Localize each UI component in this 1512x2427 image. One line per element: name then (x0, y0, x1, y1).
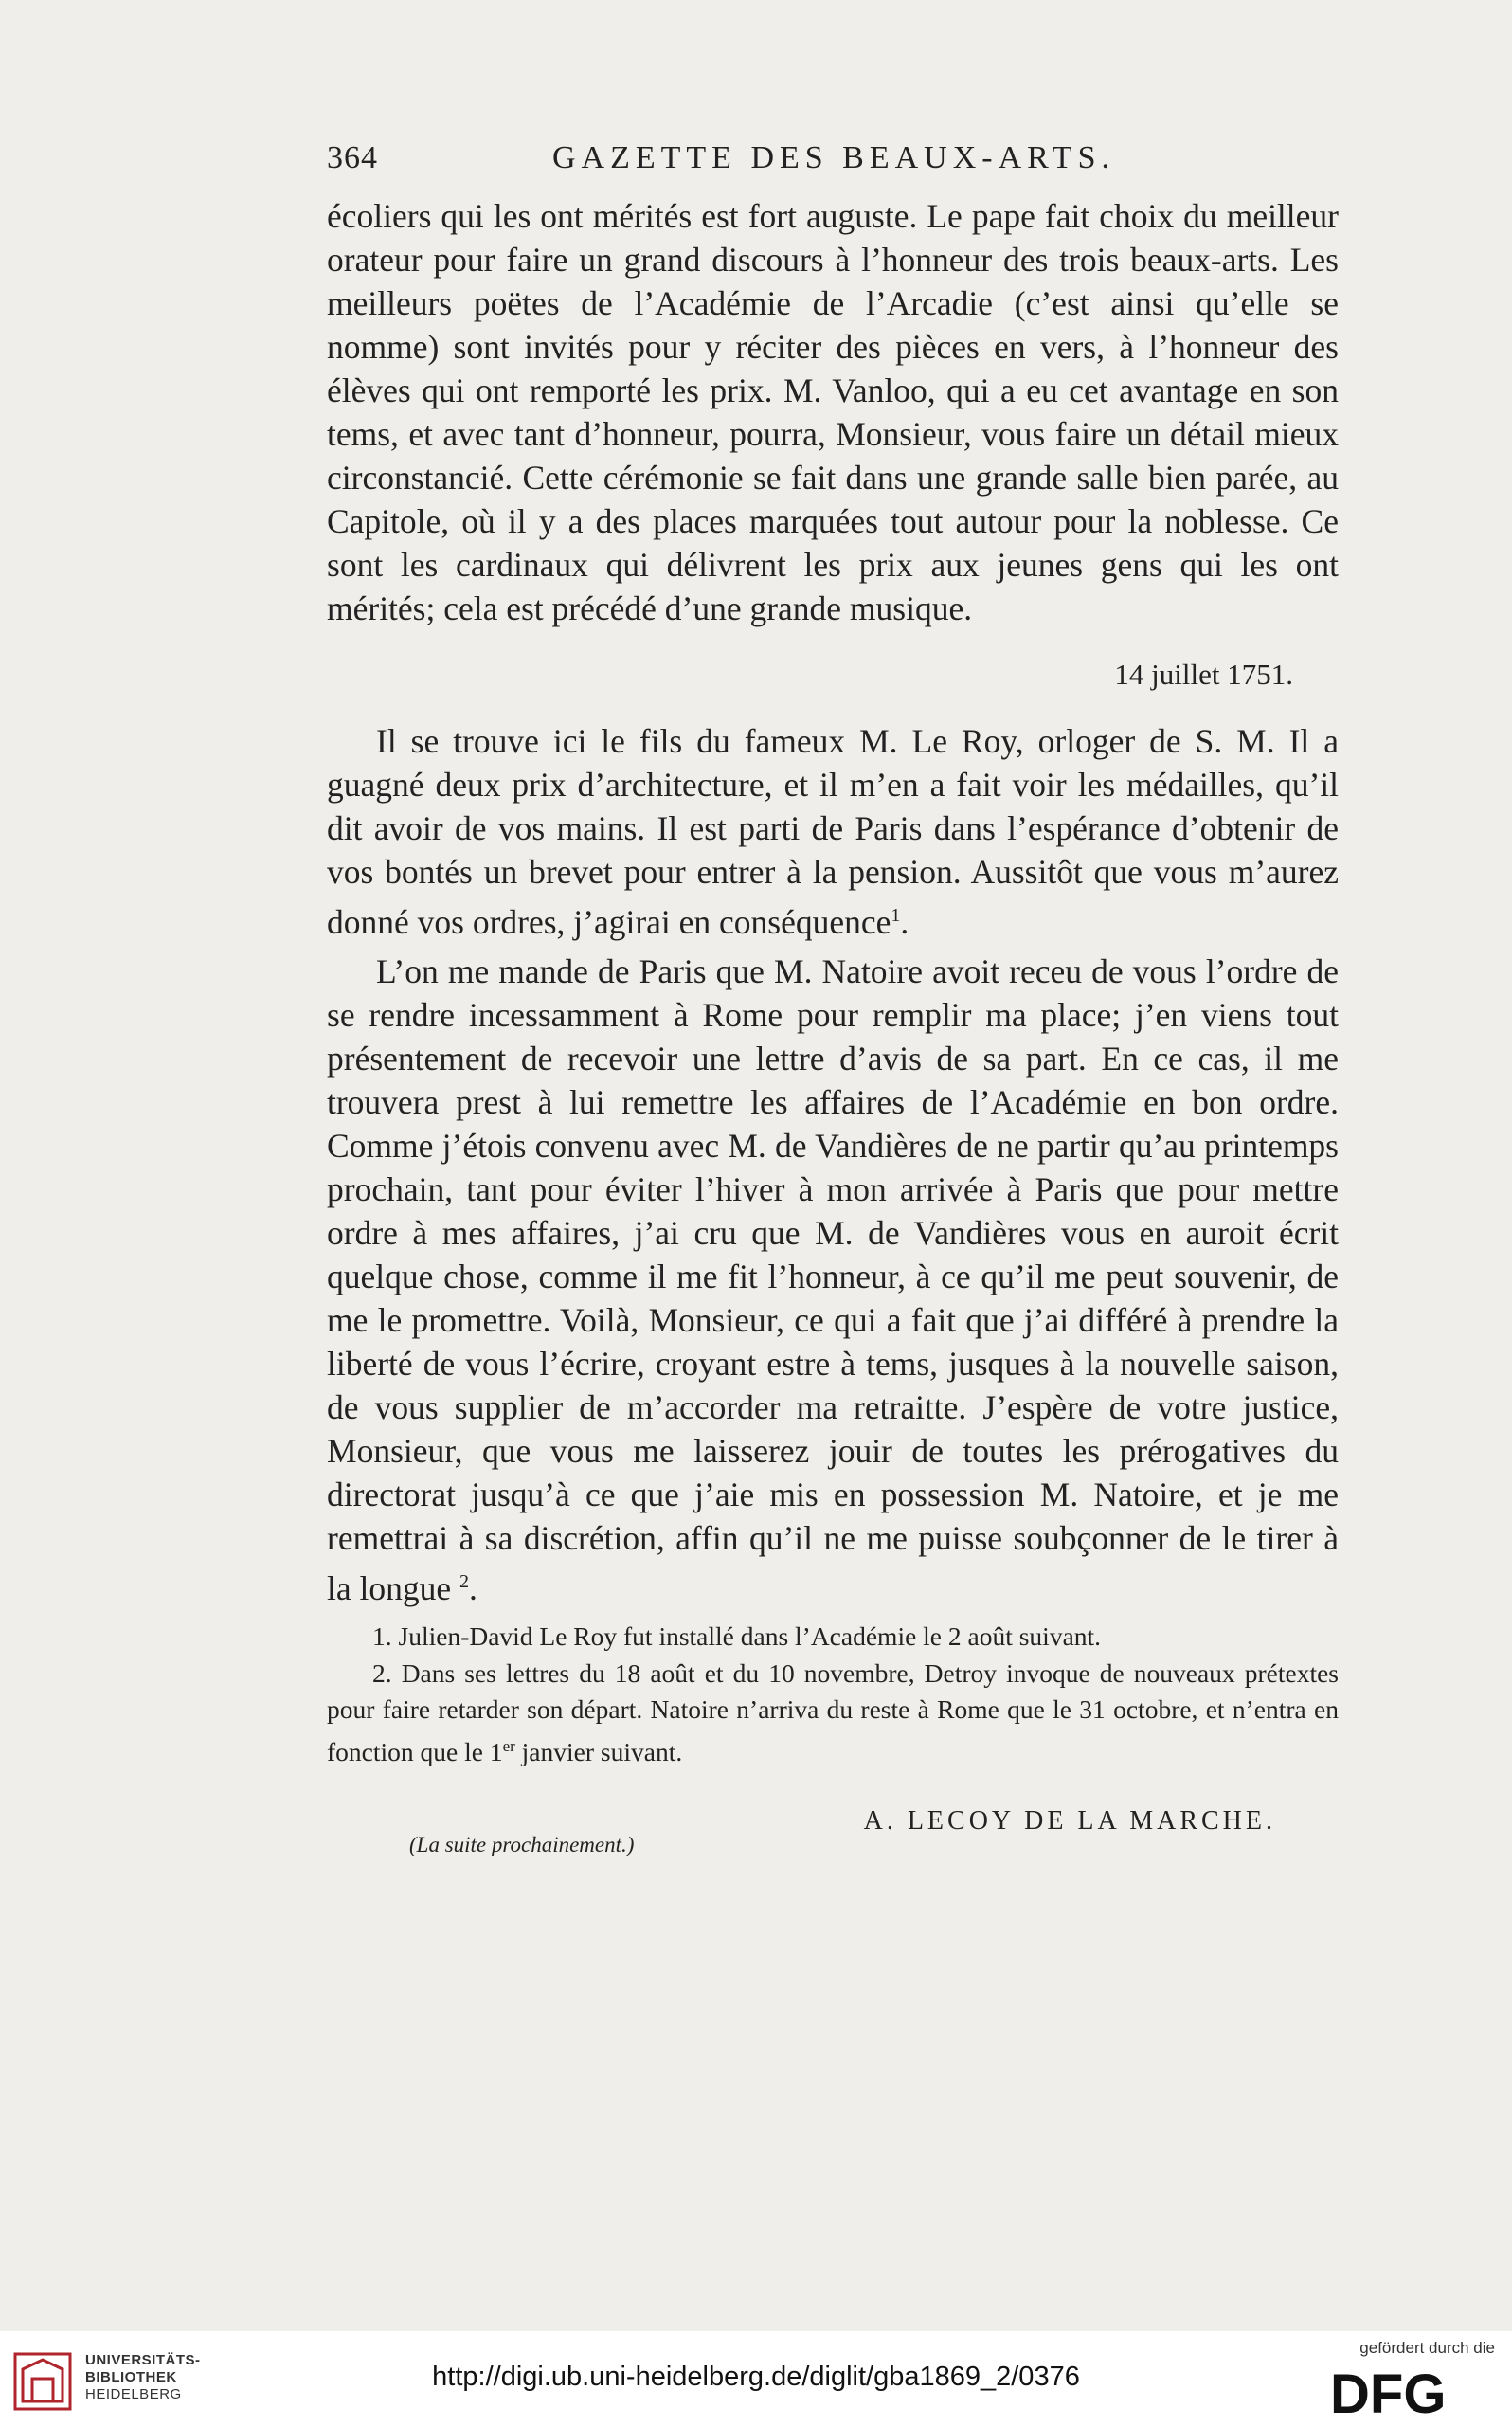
funding-caption: gefördert durch die (1359, 2339, 1495, 2357)
footnotes (327, 1619, 1339, 1770)
footnote: 1. Julien-David Le Roy fut installé dans l’Académie le 2 août suivant. (372, 1621, 1102, 1651)
author-signature: A. LECOY DE LA MARCHE. (863, 1806, 1276, 1836)
paragraph: L’on me mande de Paris que M. Natoire avoit receu de vous l’ordre de se rendre incessamment à Rome pour remplir ma place; j’en viens tout présentement de recevoir une lettre d’avis de sa part. En ce cas, il me trouvera prest à lui remettre les affaires de l’Académie en bon ordre. Comme j’étois convenu avec M. de Vandières de ne partir qu’au printemps prochain, tant pour éviter l’hiver à mon arrivée à Paris que pour mettre ordre à mes affaires, j’ai cru que M. de Vandières vous en auroit écrit quelque chose, comme il me fit l’honneur, à ce qu’il me peut souvenir, de me le promettre. Voilà, Monsieur, ce qui a fait que j’ai différé à prendre la liberté de vous l’écrire, croyant estre à tems, jusques à la nouvelle saison, de vous supplier de m’accorder ma retraitte. J’espère de votre justice, Monsieur, que vous me laisserez jouir de toutes les prérogatives du directorat jusqu’à ce que j’aie mis en possession M. Natoire, et je me remettrai à sa discrétion, affin qu’il ne me puisse soubçonner de le tirer à la longue $^2$. (327, 951, 1339, 1607)
library-name: UNIVERSITÄTS- BIBLIOTHEK HEIDELBERG (85, 2352, 201, 2402)
paragraph: écoliers qui les ont mérités est fort auguste. Le pape fait choix du meilleur orateur pour faire un grand discours à l’honneur des trois beaux-arts. Les meilleurs poëtes de l’Académie de l’Arcadie (c’est ainsi qu’elle se nomme) sont invités pour y réciter des pièces en vers, à l’honneur des élèves qui ont remporté les prix. M. Vanloo, qui a eu cet avantage en son tems, et avec tant d’honneur, pourra, Monsieur, vous faire un détail mieux circonstancié. Cette cérémonie se fait dans une grande salle bien parée, au Capitole, où il y a des places marquées tout autour pour la noblesse. Ce sont les cardinaux qui délivrent les prix aux jeunes gens qui les ont mérités; cela est précédé d’une grande musique. (327, 197, 1339, 627)
source-url-link[interactable]: http://digi.ub.uni-heidelberg.de/diglit/gba1869_2/0376 (432, 2362, 1080, 2392)
letter-date: 14 juillet 1751. (1114, 658, 1293, 691)
dfg-logo-icon (1330, 2367, 1495, 2418)
page-number: 364 (327, 140, 378, 175)
digitization-footer (0, 2331, 1512, 2427)
footnote-ref: 1 (891, 905, 901, 926)
page-header (327, 140, 1341, 188)
svg-text:DFG: DFG (1330, 2367, 1447, 2418)
paragraph: Il se trouve ici le fils du fameux M. Le Roy, orloger de S. M. Il a guagné deux prix d’architecture, et il m’en a fait voir les médailles, qu’il dit avoir de vos mains. Il est parti de Paris dans l’espérance d’obtenir de vos bontés un brevet pour entrer à la pension. Aussitôt que vous m’aurez donné vos ordres, j’agirai en conséquence$^1$. (327, 722, 1339, 941)
footnote: 2. Dans ses lettres du 18 août et du 10 novembre, Detroy invoque de nouveaux prétextes pour faire retarder son départ. Natoire n’arriva du reste à Rome que le 31 octobre, et n’entra en fonction que le 1er janvier suivant. (327, 1657, 1339, 1766)
letter-body (327, 194, 1339, 1610)
continuation-note: (La suite prochainement.) (409, 1833, 635, 1856)
running-title: GAZETTE DES BEAUX-ARTS. (552, 140, 1115, 175)
footnote-ref: 2 (459, 1570, 469, 1592)
